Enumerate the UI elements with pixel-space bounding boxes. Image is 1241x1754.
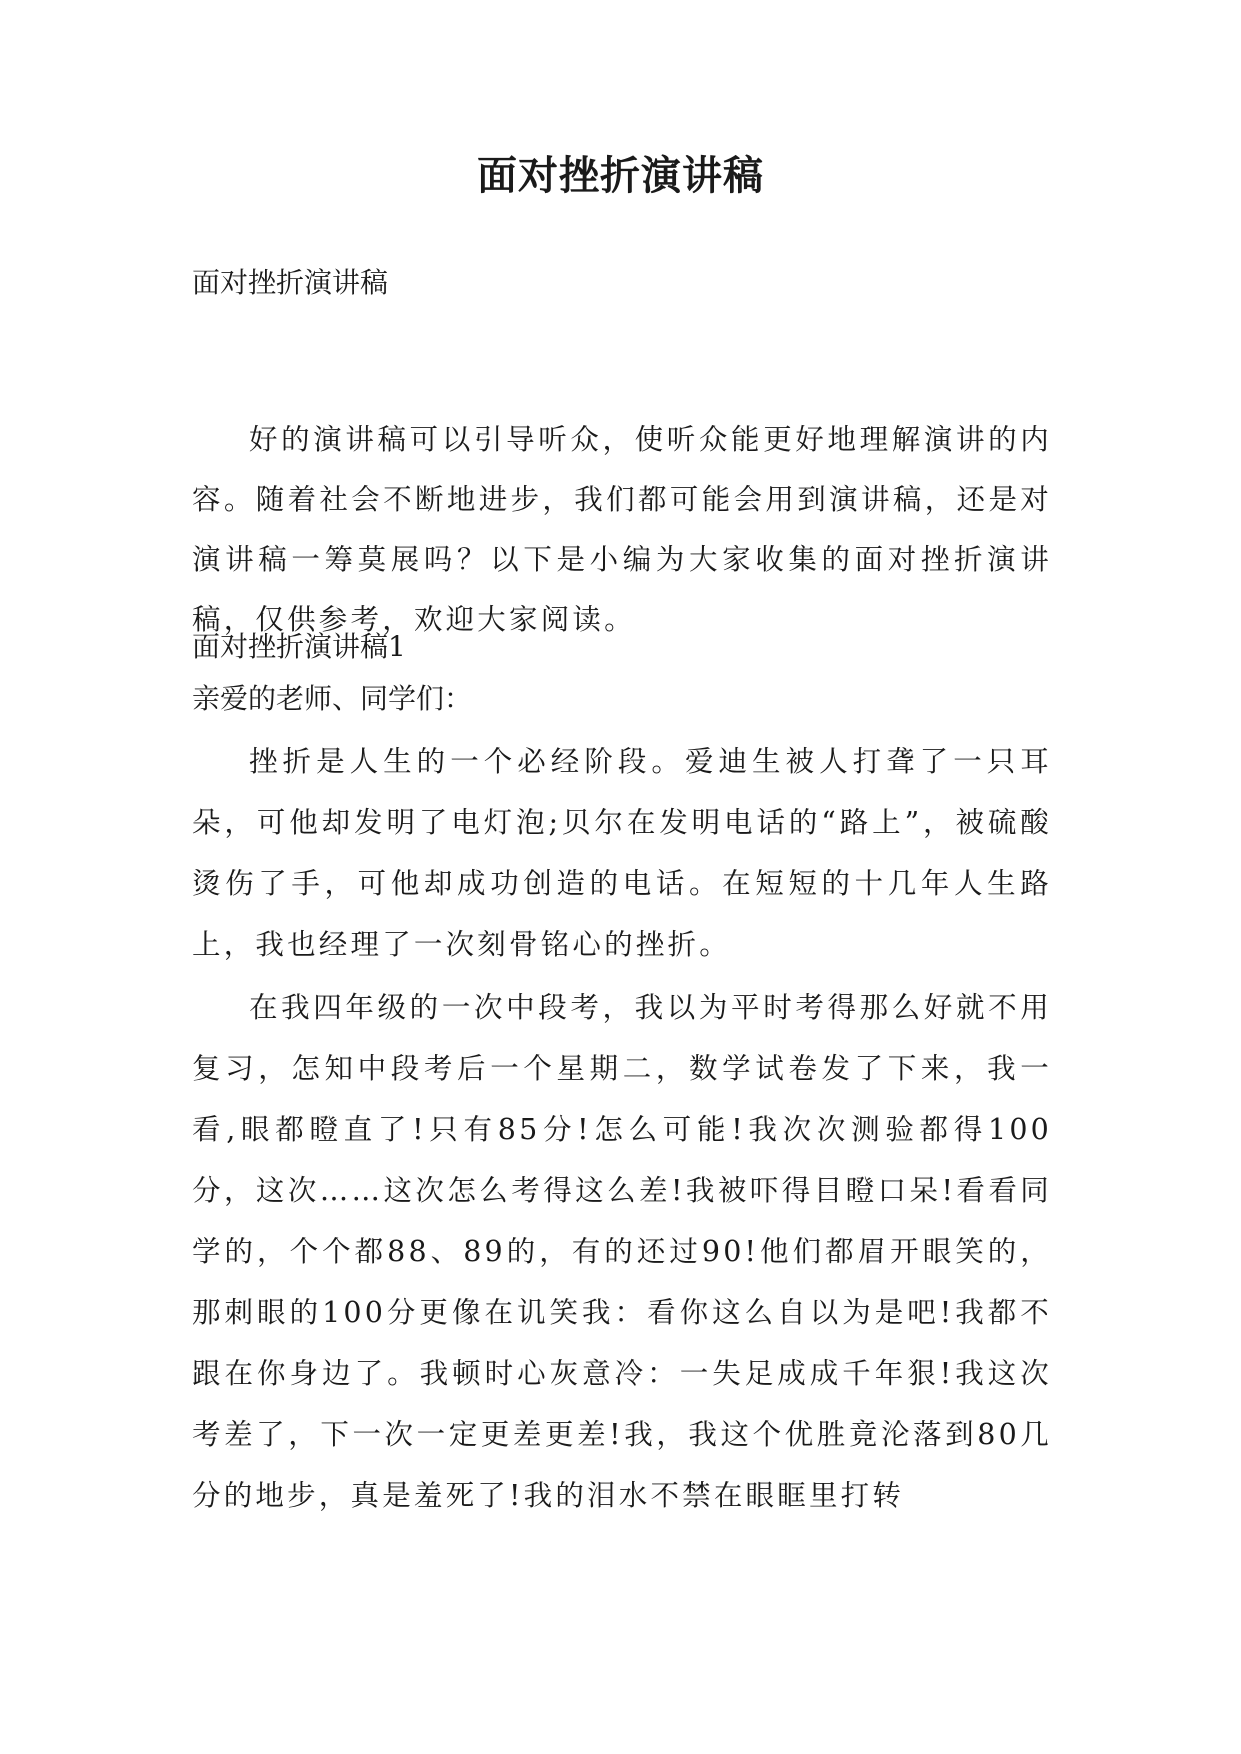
body-paragraph-1: 挫折是人生的一个必经阶段。爱迪生被人打聋了一只耳朵，可他却发明了电灯泡;贝尔在发明电话的“路上”，被硫酸烫伤了手，可他却成功创造的电话。在短短的十几年人生路上，我也经理了一次刻骨铭心的挫折。 [192,745,1052,961]
greeting-line: 亲爱的老师、同学们： [192,682,473,715]
body-paragraph-2: 在我四年级的一次中段考，我以为平时考得那么好就不用复习，怎知中段考后一个星期二，数学试卷发了下来，我一看,眼都瞪直了!只有85分!怎么可能!我次次测验都得100分，这次……这次怎么考得这么差!我被吓得目瞪口呆!看看同学的，个个都88、89的，有的还过90!他们都眉开眼笑的，那刺眼的100分更像在讥笑我：看你这么自以为是吧!我都不跟在你身边了。我顿时心灰意冷：一失足成成千年狠!我这次考差了，下一次一定更差更差!我，我这个优胜竟沦落到80几分的地步，真是羞死了!我的泪水不禁在眼眶里打转 [192,991,1052,1512]
document-subtitle: 面对挫折演讲稿 [192,266,389,299]
section-heading: 面对挫折演讲稿1 [192,630,406,663]
intro-paragraph: 好的演讲稿可以引导听众，使听众能更好地理解演讲的内容。随着社会不断地进步，我们都可能会用到演讲稿，还是对演讲稿一筹莫展吗？以下是小编为大家收集的面对挫折演讲稿，仅供参考，欢迎大家阅读。 [192,423,1052,636]
document-title: 面对挫折演讲稿 [477,152,764,199]
